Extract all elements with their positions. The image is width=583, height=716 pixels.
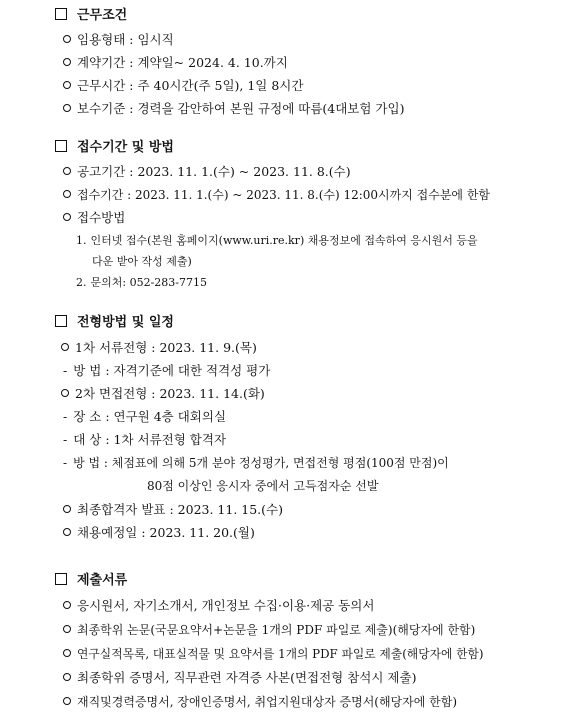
list-item: 근무시간 : 주 40시간(주 5일), 1일 8시간 <box>63 78 303 94</box>
dash-bullet: - <box>63 363 68 378</box>
list-item: 1차 서류전형 : 2023. 11. 9.(목) <box>61 340 257 356</box>
circle-bullet-icon <box>63 649 71 657</box>
checkbox-square-icon <box>55 140 67 152</box>
circle-bullet-icon <box>63 505 71 513</box>
list-item: 접수방법 <box>63 210 125 226</box>
circle-bullet-icon <box>63 673 71 681</box>
sub-list-item: 1. 인터넷 접수(본원 홈페이지(www.uri.re.kr) 채용정보에 접속하여 응시원서 등을 <box>76 234 478 247</box>
circle-bullet-icon <box>63 697 71 705</box>
circle-bullet-icon <box>63 601 71 609</box>
dash-bullet: - <box>63 432 68 447</box>
list-item: 연구실적목록, 대표실적물 및 요약서를 1개의 PDF 파일로 제출(해당자에 한함) <box>63 646 484 662</box>
list-item: 2차 면접전형 : 2023. 11. 14.(화) <box>61 386 265 402</box>
list-item: 채용예정일 : 2023. 11. 20.(월) <box>63 525 255 541</box>
circle-bullet-icon <box>63 167 71 175</box>
section-heading-documents: 제출서류 <box>55 573 127 589</box>
checkbox-square-icon <box>55 573 67 585</box>
circle-bullet-icon <box>63 58 71 66</box>
list-item: 공고기간 : 2023. 11. 1.(수) ~ 2023. 11. 8.(수) <box>63 164 351 180</box>
section-heading-work-conditions: 근무조건 <box>55 8 127 24</box>
list-item: 응시원서, 자기소개서, 개인정보 수집·이용·제공 동의서 <box>63 598 374 614</box>
list-item: 최종학위 논문(국문요약서+논문을 1개의 PDF 파일로 제출)(해당자에 한함) <box>63 622 475 638</box>
circle-bullet-icon <box>63 213 71 221</box>
circle-bullet-icon <box>63 528 71 536</box>
circle-bullet-icon <box>63 190 71 198</box>
dash-bullet: - <box>63 409 68 424</box>
circle-bullet-icon <box>63 81 71 89</box>
sub-list-item-continuation: 다운 받아 작성 제출) <box>92 255 192 268</box>
circle-bullet-icon <box>63 104 71 112</box>
detail-item: - 방 법 : 체점표에 의해 5개 분야 정성평가, 면접전형 평점(100점 만점)이 <box>63 456 449 470</box>
circle-bullet-icon <box>63 625 71 633</box>
detail-item: - 대 상 : 1차 서류전형 합격자 <box>63 432 227 447</box>
list-item: 최종학위 증명서, 직무관련 자격증 사본(면접전형 참석시 제출) <box>63 670 416 686</box>
circle-bullet-icon <box>63 35 71 43</box>
circle-bullet-icon <box>61 343 69 351</box>
detail-item: - 장 소 : 연구원 4층 대회의실 <box>63 409 227 424</box>
checkbox-square-icon <box>55 315 67 327</box>
dash-bullet: - <box>63 456 68 470</box>
section-heading-selection: 전형방법 및 일정 <box>55 315 174 331</box>
list-item: 보수기준 : 경력을 감안하여 본원 규정에 따름(4대보험 가입) <box>63 101 404 117</box>
detail-item-continuation: 80점 이상인 응시자 중에서 고득점자순 선발 <box>147 479 379 493</box>
checkbox-square-icon <box>55 8 67 20</box>
list-item: 계약기간 : 계약일~ 2024. 4. 10.까지 <box>63 55 288 71</box>
list-item: 접수기간 : 2023. 11. 1.(수) ~ 2023. 11. 8.(수) 12:00시까지 접수분에 한함 <box>63 187 490 203</box>
circle-bullet-icon <box>61 389 69 397</box>
detail-item: - 방 법 : 자격기준에 대한 적격성 평가 <box>63 363 271 378</box>
list-item: 최종합격자 발표 : 2023. 11. 15.(수) <box>63 502 283 518</box>
list-item: 임용형태 : 임시직 <box>63 32 174 48</box>
list-item: 재직및경력증명서, 장애인증명서, 취업지원대상자 증명서(해당자에 한함) <box>63 694 457 710</box>
sub-list-item: 2. 문의처: 052-283-7715 <box>76 276 207 289</box>
section-heading-application: 접수기간 및 방법 <box>55 140 174 156</box>
